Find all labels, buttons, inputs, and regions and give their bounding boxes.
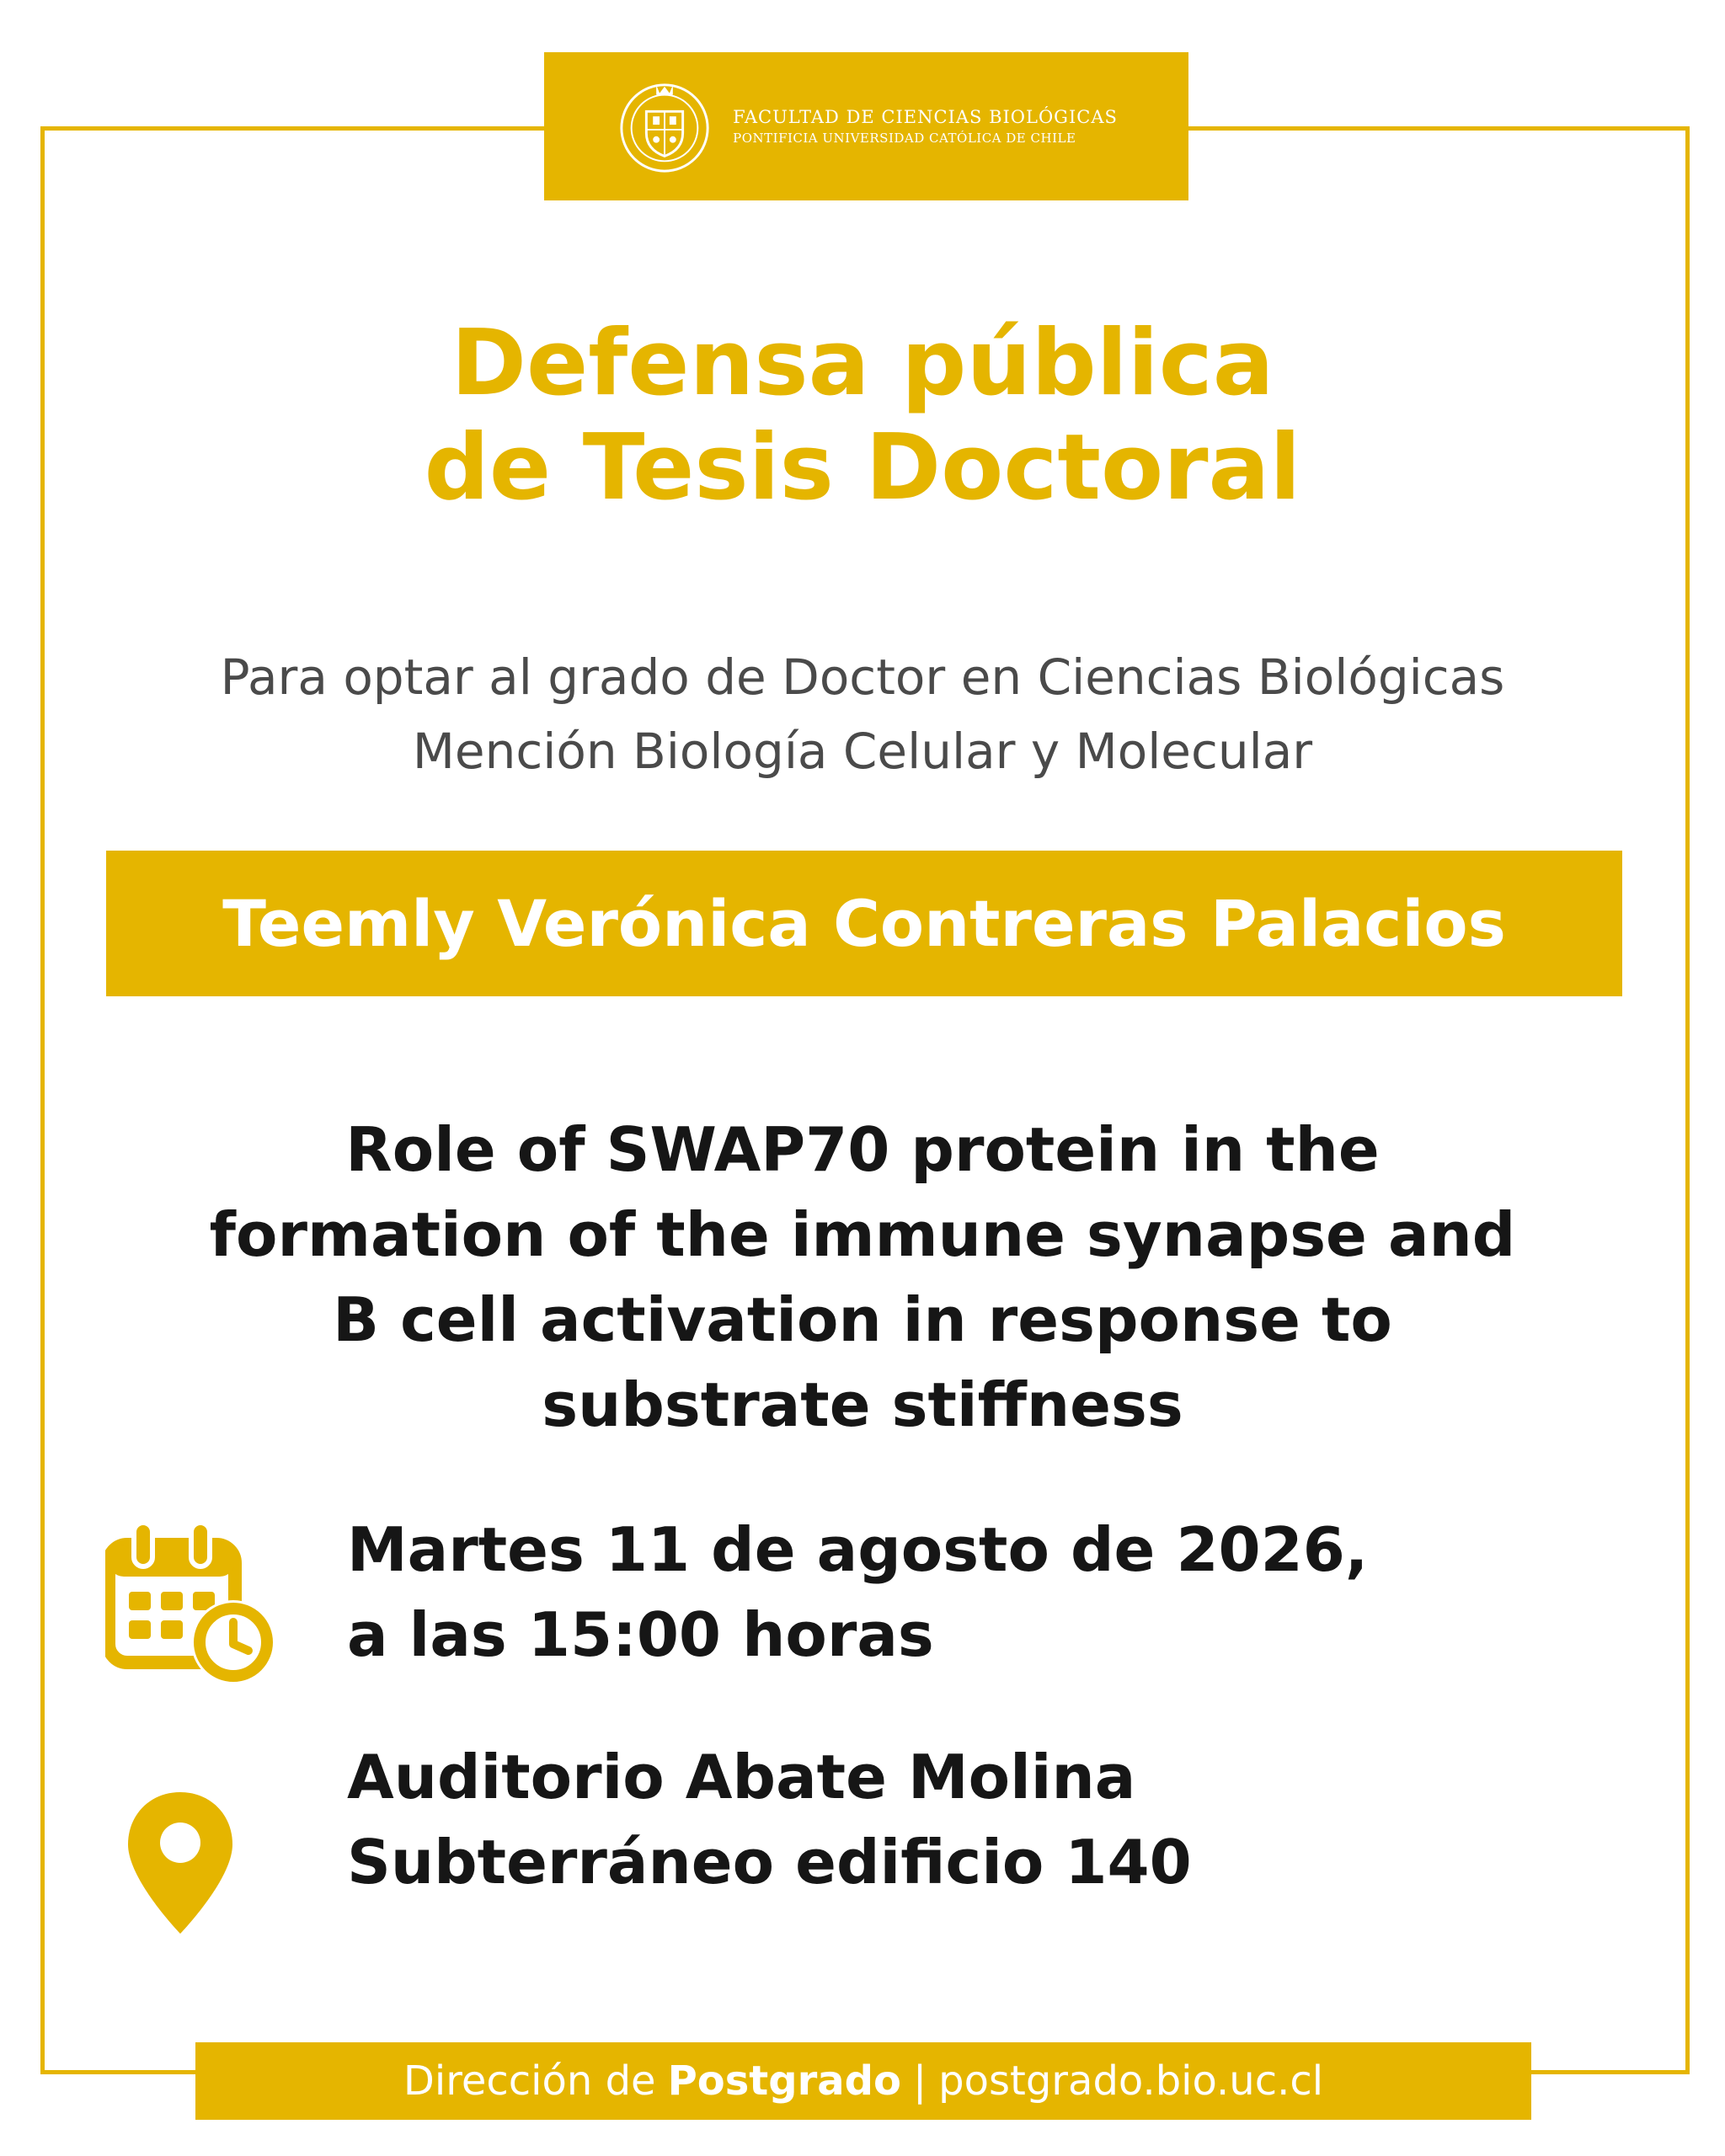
candidate-name-banner (106, 851, 1622, 996)
thesis-line-2: formation of the immune synapse and (209, 1199, 1516, 1270)
degree-subtitle (0, 640, 1725, 788)
university-seal-icon (615, 77, 714, 176)
footer-prefix: Dirección de (403, 2057, 656, 2105)
location-line-1: Auditorio Abate Molina (347, 1742, 1136, 1812)
footer-separator: | (913, 2057, 927, 2105)
date-line-1: Martes 11 de agosto de 2026, (347, 1514, 1369, 1585)
footer-department: Postgrado (667, 2057, 901, 2105)
subtitle-line-1: Para optar al grado de Doctor en Ciencias Biológicas (220, 648, 1505, 706)
event-location (347, 1735, 1192, 1905)
date-line-2: a las 15:00 horas (347, 1599, 934, 1670)
event-date (347, 1508, 1368, 1678)
faculty-header (544, 52, 1188, 200)
page-title (0, 312, 1725, 520)
title-line-2: de Tesis Doctoral (424, 415, 1301, 520)
thesis-line-1: Role of SWAP70 protein in the (345, 1114, 1380, 1185)
thesis-title (0, 1107, 1725, 1448)
thesis-line-3: B cell activation in response to (333, 1284, 1392, 1355)
calendar-clock-icon (105, 1523, 278, 1687)
university-name: PONTIFICIA UNIVERSIDAD CATÓLICA DE CHILE (733, 131, 1076, 146)
faculty-name: FACULTAD DE CIENCIAS BIOLÓGICAS (733, 107, 1118, 127)
subtitle-line-2: Mención Biología Celular y Molecular (412, 723, 1313, 780)
footer-website-link[interactable]: postgrado.bio.uc.cl (938, 2057, 1324, 2105)
location-line-2: Subterráneo edificio 140 (347, 1827, 1192, 1897)
candidate-name: Teemly Verónica Contreras Palacios (222, 886, 1506, 961)
title-line-1: Defensa pública (451, 311, 1274, 416)
location-pin-icon (125, 1789, 236, 1937)
footer-banner (195, 2042, 1531, 2120)
thesis-line-4: substrate stiffness (542, 1369, 1183, 1440)
